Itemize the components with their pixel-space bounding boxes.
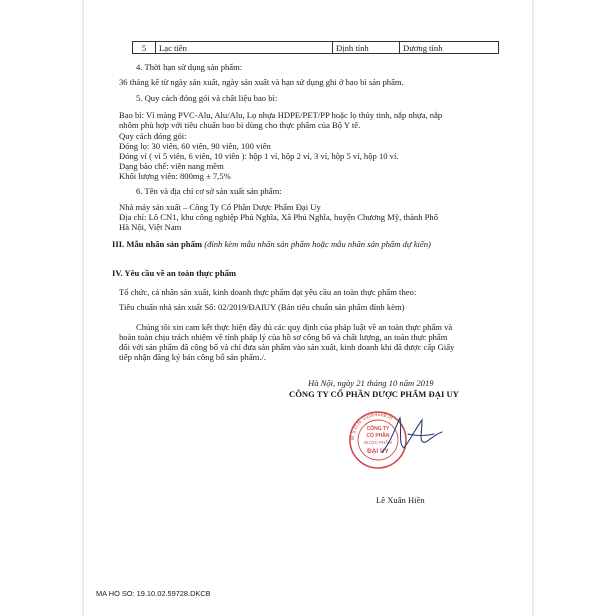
spec-line: Quy cách đóng gói: xyxy=(119,131,187,141)
stamp-line: DƯỢC PHẨM xyxy=(364,440,392,445)
handwritten-signature xyxy=(382,418,442,452)
document-page xyxy=(84,0,532,616)
section4-text: 36 tháng kể từ ngày sản xuất, ngày sản xuất và hạn sử dụng ghi ở bao bì sản phẩm. xyxy=(119,77,404,87)
packaging-line: Bao bì: Vỉ màng PVC-Alu, Alu/Alu, Lọ nhựa HDPE/PET/PP hoặc lọ thủy tinh, nắp nhựa, nắp xyxy=(119,110,443,120)
section5-heading: 5. Quy cách đóng gói và chất liệu bao bì: xyxy=(136,93,278,103)
stamp-and-signature xyxy=(338,404,448,474)
section-iv-heading: IV. Yêu cầu về an toàn thực phẩm xyxy=(112,268,237,278)
commitment-line: hoàn toàn chịu trách nhiệm về tính pháp lý của hồ sơ công bố và chất lượng, an toàn thực phẩm xyxy=(119,332,448,342)
section-iii xyxy=(112,239,431,249)
row-number: 5 xyxy=(133,42,156,54)
stamp-line: ĐẠI UY xyxy=(367,448,389,455)
section6-heading: 6. Tên và địa chỉ cơ sở sản xuất sản phẩm: xyxy=(136,186,282,196)
section4-heading: 4. Thời hạn sử dụng sản phẩm: xyxy=(136,62,243,72)
table-row xyxy=(133,42,499,54)
section-iv-line: Tổ chức, cá nhân sản xuất, kinh doanh thực phẩm đạt yêu cầu an toàn thực phẩm theo: xyxy=(119,287,417,297)
row-name: Lạc tiên xyxy=(156,42,333,54)
ingredient-table xyxy=(132,41,499,54)
spec-line: Khối lượng viên: 800mg ± 7,5% xyxy=(119,171,231,181)
section-iii-heading: III. Mẫu nhãn sản phẩm xyxy=(112,239,203,249)
dossier-code: MA HO SO: 19.10.02.59728.DKCB xyxy=(96,589,211,598)
section6-line: Nhà máy sản xuất – Công Ty Cổ Phần Dược Phẩm Đại Uy xyxy=(119,202,321,212)
commitment-line: đối với sản phẩm đã công bố và chỉ đưa sản phẩm vào sản xuất, kinh doanh khi đã được cấp Giấy xyxy=(119,342,455,352)
spec-line: Đóng lọ: 30 viên, 60 viên, 90 viên, 100 viên xyxy=(119,141,271,151)
section6-line: Địa chỉ: Lô CN1, khu công nghiệp Phú Nghĩa, Xã Phú Nghĩa, huyện Chương Mỹ, thành Phố xyxy=(119,212,439,222)
stamp-line: CỔ PHẦN xyxy=(366,433,390,439)
section6-line: Hà Nội, Việt Nam xyxy=(119,222,182,232)
stamp-line: CÔNG TY xyxy=(366,426,390,432)
company-stamp xyxy=(350,412,406,468)
section-iv-line: Tiêu chuẩn nhà sản xuất Số: 02/2019/ĐAIUY (Bản tiêu chuẩn sản phẩm đính kèm) xyxy=(119,302,405,312)
company-name: CÔNG TY CỔ PHẦN DƯỢC PHẨM ĐẠI UY xyxy=(289,389,459,399)
signer-name: Lê Xuân Hiền xyxy=(376,495,425,505)
section-iii-note: (đính kèm mẫu nhãn sản phẩm hoặc mẫu nhãn sản phẩm dự kiến) xyxy=(204,239,431,249)
stamp-ring-text: M.S.D.N: 0106456878 xyxy=(349,411,394,441)
row-method: Định tính xyxy=(333,42,400,54)
row-result: Dương tính xyxy=(400,42,499,54)
spec-line: Đóng vỉ ( vỉ 5 viên, 6 viên, 10 viên ): hộp 1 vỉ, hộp 2 vỉ, 3 vỉ, hộp 5 vỉ, hộp 10 vỉ. xyxy=(119,151,399,161)
commitment-line: Chúng tôi xin cam kết thực hiện đầy đủ các quy định của pháp luật về an toàn thực phẩm và xyxy=(136,322,453,332)
packaging-line: nhôm phù hợp với tiêu chuẩn bao bì dùng cho thực phẩm của Bộ Y tế. xyxy=(119,120,361,130)
place-date: Hà Nội, ngày 21 tháng 10 năm 2019 xyxy=(308,378,434,388)
spec-line: Dạng bào chế: viên nang mềm xyxy=(119,161,224,171)
commitment-line: tiếp nhận đăng ký bản công bố sản phẩm./. xyxy=(119,352,267,362)
